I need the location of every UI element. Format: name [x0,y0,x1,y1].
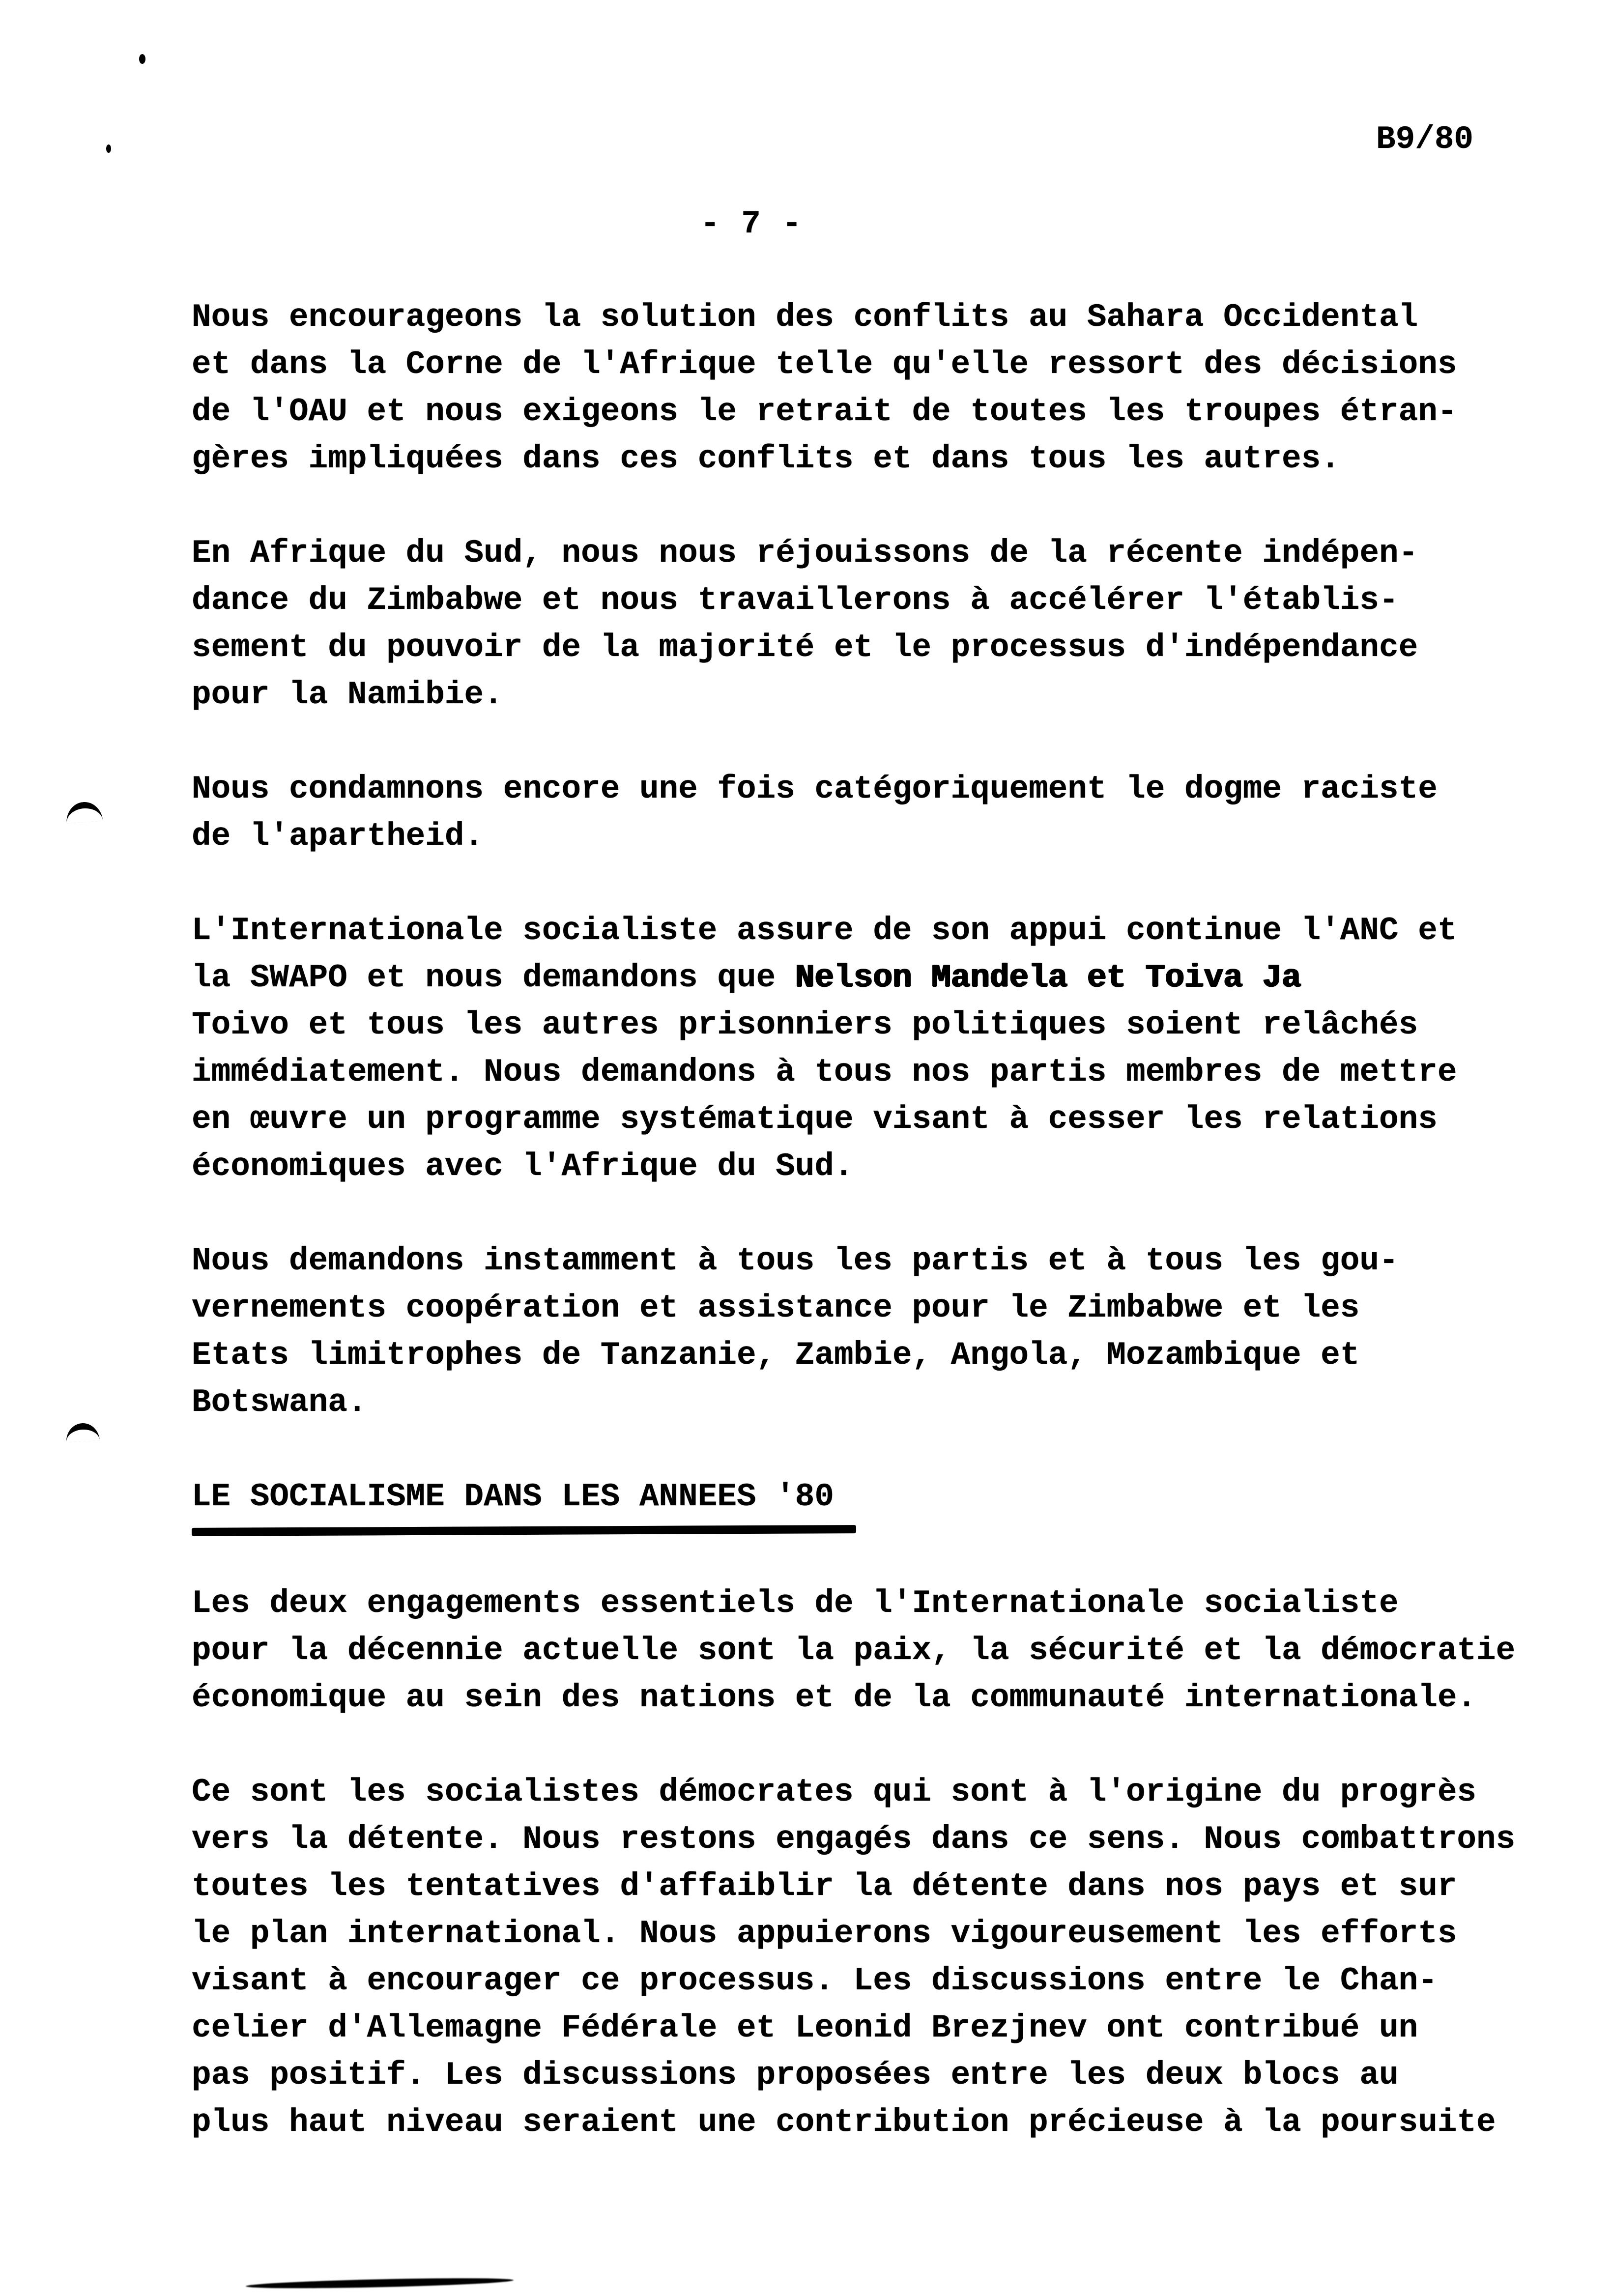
text-line: économiques avec l'Afrique du Sud. [192,1148,854,1185]
paragraph-anc-swapo [192,907,1612,1190]
bold-names-segment: Nelson Mandela et Toiva Ja [795,959,1301,996]
document-reference: B9/80 [1376,121,1474,158]
ink-dot [139,54,145,64]
page-number: - 7 - [700,205,803,242]
document-body [192,294,1612,2193]
text-line: Nous condamnons encore une fois catégoriquement le dogme raciste [192,771,1438,807]
text-line: Les deux engagements essentiels de l'Internationale socialiste [192,1585,1399,1622]
text-line: toutes les tentatives d'affaiblir la détente dans nos pays et sur [192,1868,1457,1905]
margin-arc-mark [65,1422,100,1442]
text-line: Ce sont les socialistes démocrates qui sont à l'origine du progrès [192,1774,1477,1810]
text-line: gères impliquées dans ces conflits et dans tous les autres. [192,440,1340,477]
text-line: Etats limitrophes de Tanzanie, Zambie, Angola, Mozambique et [192,1337,1360,1374]
text-line: visant à encourager ce processus. Les discussions entre le Chan- [192,1962,1438,1999]
text-line: le plan international. Nous appuierons vigoureusement les efforts [192,1915,1457,1952]
text-line: de l'apartheid. [192,818,484,855]
text-line: sement du pouvoir de la majorité et le processus d'indépendance [192,629,1418,666]
text-line: pas positif. Les discussions proposées entre les deux blocs au [192,2057,1399,2094]
heading-underline [192,1525,856,1536]
text-line: Botswana. [192,1384,367,1421]
text-line: de l'OAU et nous exigeons le retrait de toutes les troupes étran- [192,393,1457,430]
ink-smudge [246,2276,514,2290]
margin-arc-mark [65,801,103,823]
text-line: En Afrique du Sud, nous nous réjouissons de la récente indépen- [192,535,1418,572]
text-line: vernements coopération et assistance pour le Zimbabwe et les [192,1290,1360,1326]
text-segment: la SWAPO et nous demandons que [192,959,795,996]
paragraph-afrique-du-sud [192,530,1612,718]
paragraph-cooperation [192,1237,1612,1426]
text-line: plus haut niveau seraient une contribution précieuse à la poursuite [192,2104,1496,2141]
text-line: immédiatement. Nous demandons à tous nos partis membres de mettre [192,1054,1457,1091]
text-line: celier d'Allemagne Fédérale et Leonid Brezjnev ont contribué un [192,2009,1418,2046]
section-heading-block [192,1473,1612,1535]
text-line: Toivo et tous les autres prisonniers politiques soient relâchés [192,1006,1418,1043]
text-line: pour la Namibie. [192,676,503,713]
paragraph-detente [192,1769,1612,2146]
text-line: dance du Zimbabwe et nous travaillerons à accélérer l'établis- [192,582,1399,619]
text-line: en œuvre un programme systématique visant à cesser les relations [192,1101,1438,1138]
paragraph-apartheid [192,766,1612,860]
paragraph-engagements [192,1580,1612,1722]
text-line: économique au sein des nations et de la communauté internationale. [192,1679,1477,1716]
text-line [192,954,1612,1002]
text-line: pour la décennie actuelle sont la paix, la sécurité et la démocratie [192,1632,1516,1669]
text-line: vers la détente. Nous restons engagés dans ce sens. Nous combattrons [192,1821,1516,1858]
text-line: et dans la Corne de l'Afrique telle qu'elle ressort des décisions [192,346,1457,383]
paragraph-sahara [192,294,1612,483]
text-line: Nous demandons instamment à tous les partis et à tous les gou- [192,1242,1399,1279]
ink-dot [106,144,111,153]
text-line: L'Internationale socialiste assure de son appui continue l'ANC et [192,912,1457,949]
text-line: Nous encourageons la solution des conflits au Sahara Occidental [192,299,1418,336]
section-heading: LE SOCIALISME DANS LES ANNEES '80 [192,1478,835,1515]
